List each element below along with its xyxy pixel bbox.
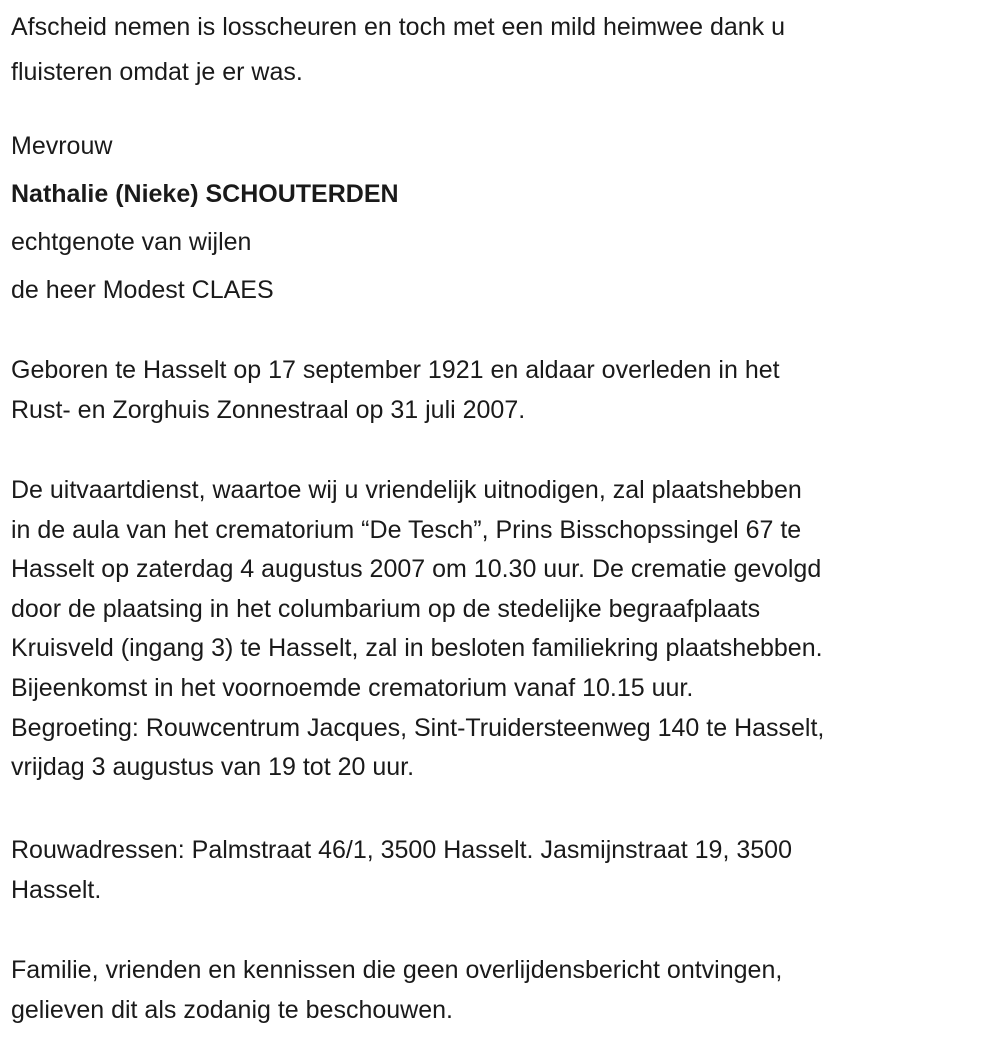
- text-line: De uitvaartdienst, waartoe wij u vriendelijk uitnodigen, zal plaatshebben: [11, 476, 802, 504]
- text-line: Kruisveld (ingang 3) te Hasselt, zal in besloten familiekring plaatshebben.: [11, 634, 823, 663]
- text-line: Afscheid nemen is losscheuren en toch met een mild heimwee dank u: [11, 13, 786, 41]
- intro-quote: [11, 5, 785, 95]
- text-line: Rouwadressen: Palmstraat 46/1, 3500 Hasselt. Jasmijnstraat 19, 3500: [11, 836, 792, 864]
- text-line: Begroeting: Rouwcentrum Jacques, Sint-Truidersteenweg 140 te Hasselt,: [11, 713, 825, 742]
- text-line: Hasselt op zaterdag 4 augustus 2007 om 10.30 uur. De crematie gevolgd: [11, 555, 822, 584]
- spouse-name: de heer Modest CLAES: [11, 276, 274, 304]
- birth-death-paragraph: [11, 350, 780, 430]
- addresses-paragraph: [11, 830, 792, 910]
- text-line: Hasselt.: [11, 876, 102, 904]
- text-line: Rust- en Zorghuis Zonnestraal op 31 juli 2007.: [11, 396, 526, 424]
- closing-paragraph: [11, 950, 782, 1030]
- text-line: Familie, vrienden en kennissen die geen overlijdensbericht ontvingen,: [11, 956, 783, 984]
- relation: echtgenote van wijlen: [11, 228, 252, 256]
- text-line: door de plaatsing in het columbarium op de stedelijke begraafplaats: [11, 594, 761, 623]
- text-line: in de aula van het crematorium “De Tesch”, Prins Bisschopssingel 67 te: [11, 515, 802, 544]
- text-line: Bijeenkomst in het voornoemde crematorium vanaf 10.15 uur.: [11, 673, 694, 702]
- honorific: Mevrouw: [11, 132, 113, 160]
- text-line: gelieven dit als zodanig te beschouwen.: [11, 996, 453, 1024]
- name-block: [11, 122, 399, 314]
- text-line: vrijdag 3 augustus van 19 tot 20 uur.: [11, 753, 415, 782]
- deceased-name: Nathalie (Nieke) SCHOUTERDEN: [11, 180, 399, 208]
- text-line: fluisteren omdat je er was.: [11, 58, 303, 86]
- text-line: Geboren te Hasselt op 17 september 1921 en aldaar overleden in het: [11, 356, 780, 384]
- funeral-paragraph: [11, 471, 824, 788]
